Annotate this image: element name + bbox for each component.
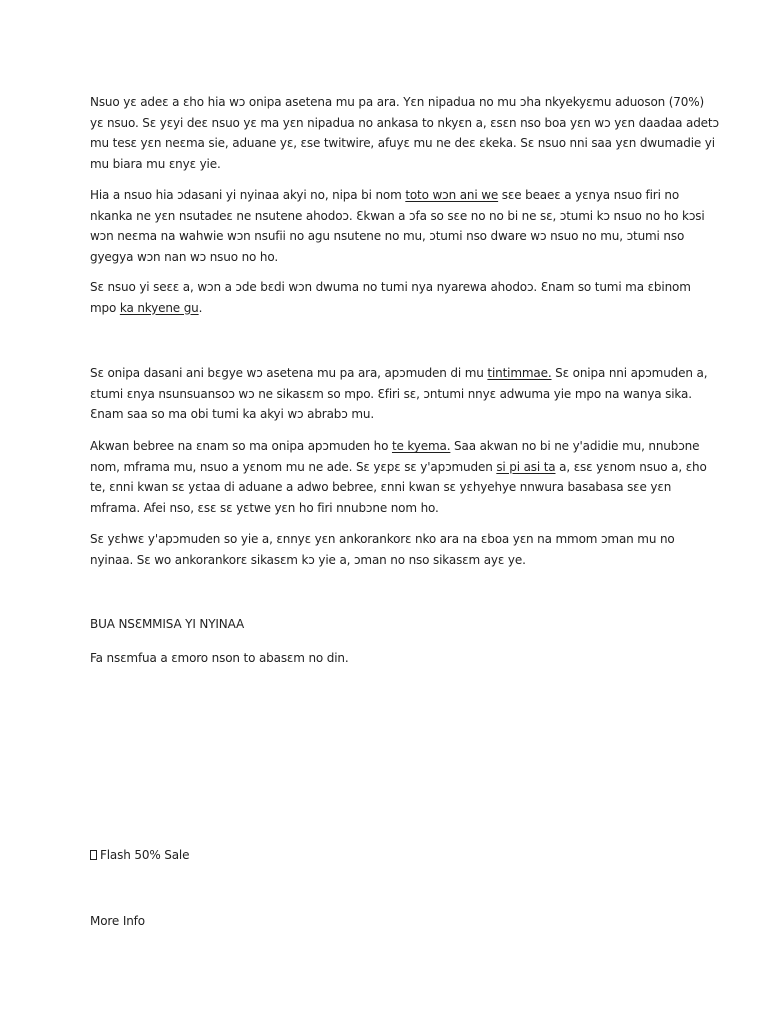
paragraph-line: wɔn neɛma na wahwie wɔn nsufii no agu nsutene no mu, ɔtumi nso dware wɔ nsuo no mu, ɔtumi nso — [90, 229, 685, 243]
paragraph-line: Nsuo yɛ adeɛ a ɛho hia wɔ onipa asetena mu pa ara. Yɛn nipadua no mu ɔha nkyekyɛmu aduoson (70%) — [90, 95, 705, 109]
paragraph-line — [90, 363, 708, 384]
underlined-phrase: ka nkyene gu — [119, 300, 199, 315]
text-run: . — [198, 300, 203, 315]
flash-sale-label: Flash 50% Sale — [100, 848, 190, 862]
paragraph-2 — [90, 185, 705, 267]
paragraph-line: te, ɛnni kwan sɛ yɛtaa di aduane a adwo bebree, ɛnni kwan sɛ yɛhyehye nnwura basabasa sɛe yɛn — [90, 480, 672, 494]
paragraph-5 — [90, 436, 707, 518]
paragraph-1 — [90, 92, 719, 174]
underlined-phrase: si pi asi ta — [496, 459, 556, 474]
paragraph-6 — [90, 529, 682, 570]
text-run: sɛe beaeɛ a yɛnya nsuo firi no — [498, 188, 680, 202]
text-run: mpo — [90, 300, 120, 315]
flash-sale-link[interactable] — [90, 845, 189, 865]
text-run: Hia a nsuo hia ɔdasani yi nyinaa akyi no, nipa bi nom — [90, 188, 406, 202]
text-run: a, ɛsɛ yɛnom nsuo a, ɛho — [555, 459, 707, 474]
paragraph-line: nkanka ne yɛn nsutadeɛ ne nsutene ahodoɔ. Ɛkwan a ɔfa so sɛe no no bi ne sɛ, ɔtumi kɔ nsuo no ho kɔsi — [90, 208, 705, 223]
text-run: Akwan bebree na ɛnam so ma onipa apɔmuden ho — [90, 439, 392, 453]
paragraph-line: ɛtumi ɛnya nsunsuansoɔ wɔ ne sikasɛm so mpo. Ɛfiri sɛ, ɔntumi nnyɛ adwuma yie mpo na wanya sika. — [90, 386, 692, 401]
instruction-text: Fa nsɛmfua a ɛmoro nson to abasɛm no din. — [90, 651, 349, 665]
paragraph-line: Sɛ nsuo yi seɛɛ a, wɔn a ɔde bɛdi wɔn dwuma no tumi nya nyarewa ahodoɔ. Ɛnam so tumi ma ɛbinom — [90, 280, 691, 294]
missing-glyph-icon — [90, 850, 97, 860]
paragraph-line: Sɛ yɛhwɛ y'apɔmuden so yie a, ɛnnyɛ yɛn ankorankorɛ nko ara na ɛboa yɛn na mmom ɔman mu no — [90, 532, 675, 546]
paragraph-line — [90, 298, 682, 319]
paragraph-3 — [90, 277, 691, 318]
paragraph-line: mu biara mu ɛnyɛ yie. — [90, 156, 221, 171]
paragraph-line: gyegya wɔn nan wɔ nsuo no ho. — [90, 249, 278, 264]
underlined-phrase: tintimmae. — [487, 366, 552, 380]
text-run: Sɛ onipa dasani ani bɛgye wɔ asetena mu pa ara, apɔmuden di mu — [90, 366, 488, 380]
underlined-phrase: toto wɔn ani we — [405, 188, 499, 202]
text-run: nom, mframa mu, nsuo a yɛnom mu ne ade. Sɛ yɛpɛ sɛ y'apɔmuden — [90, 459, 497, 474]
text-run: Saa akwan no bi ne y'adidie mu, nnubɔne — [450, 439, 700, 453]
paragraph-line — [90, 457, 707, 478]
underlined-phrase: te kyema. — [391, 439, 451, 453]
more-info-link[interactable]: More Info — [90, 914, 145, 928]
paragraph-line: yɛ nsuo. Sɛ yɛyi deɛ nsuo yɛ ma yɛn nipadua no ankasa to nkyɛn a, ɛsɛn nso boa yɛn wɔ yɛn daadaa adetɔ — [90, 115, 719, 130]
paragraph-line: nyinaa. Sɛ wo ankorankorɛ sikasɛm kɔ yie a, ɔman no nso sikasɛm ayɛ ye. — [90, 552, 526, 567]
paragraph-line — [90, 185, 682, 206]
paragraph-line: Ɛnam saa so ma obi tumi ka akyi wɔ abrabɔ mu. — [90, 407, 375, 421]
paragraph-line — [90, 436, 700, 457]
text-run: Sɛ onipa nni apɔmuden a, — [551, 366, 708, 380]
section-heading: BUA NSƐMMISA YI NYINAA — [90, 617, 245, 631]
paragraph-line: mframa. Afei nso, ɛsɛ sɛ yɛtwe yɛn ho firi nnubɔne nom ho. — [90, 500, 439, 515]
paragraph-line: mu tesɛ yɛn neɛma sie, aduane yɛ, ɛse twitwire, afuyɛ mu ne deɛ ɛkeka. Sɛ nsuo nni saa yɛn dwumadie yi — [90, 136, 715, 150]
paragraph-4 — [90, 363, 708, 425]
